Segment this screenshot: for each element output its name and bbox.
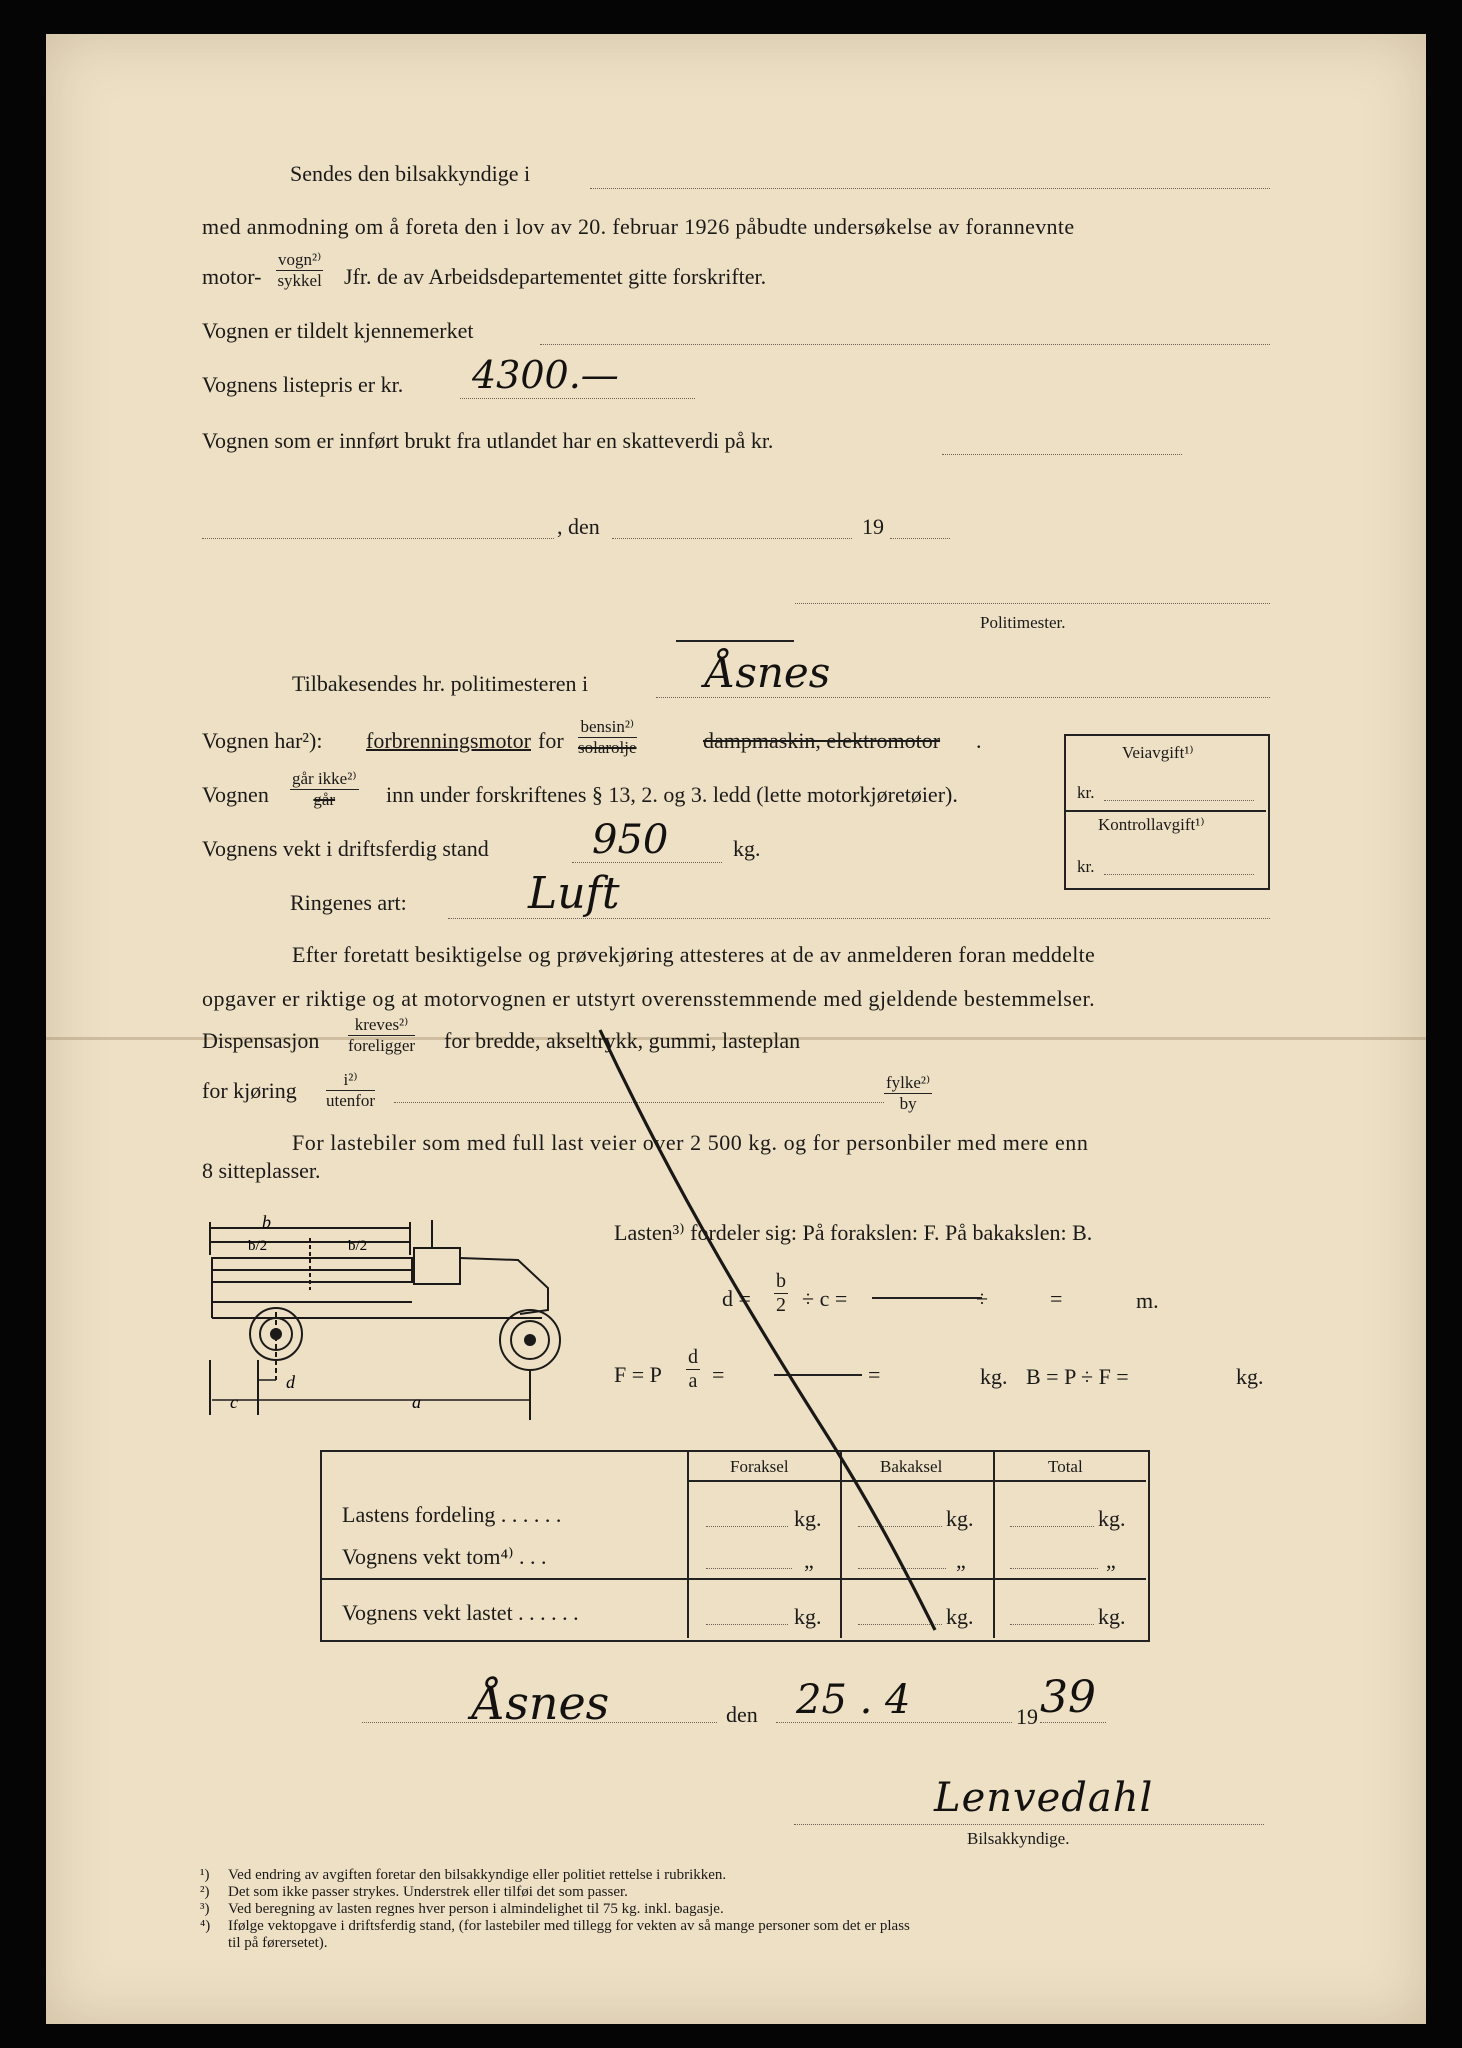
fylke-num: fylke²⁾ (886, 1073, 931, 1092)
table-cell: „ (956, 1548, 966, 1573)
har-label: Vognen har²): (202, 728, 323, 753)
attest-line2: opgaver er riktige og at motorvognen er utstyrt overensstemmende med gjeldende bestemmelser. (202, 986, 1096, 1011)
ringenes-label: Ringenes art: (290, 890, 407, 915)
gar-suffix: inn under forskriftenes § 13, 2. og 3. ledd (lette motorkjøretøier). (386, 782, 958, 807)
vekt-unit: kg. (733, 836, 761, 861)
table-cell: kg. (794, 1506, 822, 1531)
kjoring-num: i²⁾ (326, 1070, 375, 1091)
table-row-lastens-label: Lastens fordeling . . . . . . (342, 1502, 562, 1527)
table-col-total: Total (1048, 1457, 1083, 1476)
footnote-text: Ved endring av avgiften foretar den bilsakkyndige eller politiet rettelse i rubrikken. (228, 1867, 727, 1883)
diagram-label-b2a: b/2 (248, 1238, 268, 1254)
disp-num: kreves²⁾ (348, 1015, 415, 1036)
footnote-text: Ifølge vektopgave i driftsferdig stand, (for lastebiler med tillegg for vekten av så mange personer som det er plass (228, 1918, 910, 1934)
fylke-den: by (899, 1093, 917, 1113)
diagram-label-b2b: b/2 (348, 1238, 368, 1254)
d-minus: ÷ (976, 1286, 989, 1311)
attest-line1: Efter foretatt besiktigelse og prøvekjøring attesteres at de av anmelderen foran meddelte (292, 942, 1096, 967)
ringenes-value: Luft (528, 868, 620, 919)
tilbake-value: Åsnes (705, 648, 831, 697)
laste-line2: 8 sitteplasser. (202, 1158, 321, 1183)
bilsakkyndig-signature-field[interactable] (794, 1824, 1264, 1825)
b-eq: B = P ÷ F = (1026, 1364, 1129, 1389)
motor-prefix: motor- (202, 264, 262, 289)
sign-year-value: 39 (1040, 1672, 1096, 1723)
table-col-foraksel: Foraksel (730, 1457, 789, 1476)
footnote-mark: ²) (200, 1884, 210, 1900)
d-rest: ÷ c = (802, 1286, 848, 1311)
kjennemerke-label: Vognen er tildelt kjennemerket (202, 318, 474, 343)
veiavgift-label: Veiavgift¹⁾ (1122, 743, 1194, 762)
f-unit: kg. (980, 1364, 1008, 1389)
d-b-num: b (776, 1270, 786, 1292)
footnote-text: Det som ikke passer strykes. Understrek eller tilføi det som passer. (228, 1884, 628, 1900)
tilbake-label: Tilbakesendes hr. politimesteren i (292, 671, 589, 696)
table-row-tom-label: Vognens vekt tom⁴⁾ . . . (342, 1544, 547, 1569)
kjoring-den: utenfor (326, 1090, 376, 1110)
forbrenning-text: forbrenningsmotor (366, 728, 531, 753)
gar-prefix: Vognen (202, 782, 269, 807)
gar-text: går (313, 789, 336, 809)
table-cell: kg. (794, 1604, 822, 1629)
motor-frac-num: vogn²⁾ (278, 250, 322, 269)
d-b-den: 2 (776, 1294, 786, 1316)
skatteverdi-label: Vognen som er innført brukt fra utlandet har en skatteverdi på kr. (202, 428, 774, 453)
gar-ikke-text: går ikke²⁾ (292, 769, 357, 788)
footnote-text: Ved beregning av lasten regnes hver person i almindelighet til 75 kg. inkl. bagasje. (228, 1901, 724, 1917)
disp-suffix: for bredde, akseltrykk, gummi, lasteplan (444, 1028, 801, 1053)
f-a-den: a (688, 1370, 698, 1392)
diagram-label-b: b (262, 1212, 271, 1232)
table-cell: kg. (946, 1604, 974, 1629)
listepris-label: Vognens listepris er kr. (202, 372, 404, 397)
lasten-text: Lasten³⁾ fordeler sig: På forakslen: F. På bakakslen: B. (614, 1220, 1093, 1245)
sendes-label: Sendes den bilsakkyndige i (290, 161, 531, 186)
den-label: , den (557, 514, 600, 539)
footnote-mark: ³) (200, 1901, 210, 1917)
vekt-value: 950 (592, 817, 669, 863)
kontrollavgift-kr: kr. (1077, 857, 1095, 876)
f-rest: = (712, 1362, 725, 1387)
motor-frac-den: sykkel (277, 270, 322, 290)
for-word: for (538, 728, 564, 753)
table-cell: „ (1106, 1548, 1116, 1573)
veiavgift-kr: kr. (1077, 783, 1095, 802)
politimester-label: Politimester. (980, 613, 1066, 632)
table-cell: kg. (1098, 1506, 1126, 1531)
anmodning-text: med anmodning om å foreta den i lov av 20. februar 1926 påbudte undersøkelse av forannevnte (202, 214, 1075, 239)
disp-den: foreligger (348, 1035, 416, 1055)
sign-date-field[interactable] (776, 1722, 1012, 1723)
sign-place-value: Åsnes (472, 1676, 610, 1730)
listepris-value: 4300.— (472, 353, 619, 397)
sign-year-prefix: 19 (1016, 1704, 1038, 1729)
table-row-lastet-label: Vognens vekt lastet . . . . . . (342, 1600, 579, 1625)
footnote-mark: ⁴) (200, 1918, 211, 1934)
sign-date-value: 25 . 4 (796, 1677, 911, 1723)
bensin-text: bensin²⁾ (578, 717, 637, 738)
footnote-mark: ¹) (200, 1867, 210, 1883)
f-eq: F = P (614, 1362, 662, 1387)
diagram-label-c: c (230, 1392, 238, 1412)
b-unit: kg. (1236, 1364, 1264, 1389)
solarolje-text: solarolje (578, 737, 637, 757)
table-cell: „ (804, 1548, 814, 1573)
table-col-bakaksel: Bakaksel (880, 1457, 943, 1476)
damp-end: . (976, 728, 982, 753)
laste-line1: For lastebiler som med full last veier over 2 500 kg. og for personbiler med mere enn (292, 1130, 1089, 1155)
disp-label: Dispensasjon (202, 1028, 320, 1053)
damp-text: dampmaskin, elektromotor (703, 728, 941, 753)
bilsakkyndig-signature: Lenvedahl (934, 1775, 1154, 1821)
table-cell: kg. (1098, 1604, 1126, 1629)
bilsakkyndige-label: Bilsakkyndige. (967, 1829, 1070, 1848)
vekt-label: Vognens vekt i driftsferdig stand (202, 836, 489, 861)
table-cell: kg. (946, 1506, 974, 1531)
diagram-label-a: a (412, 1392, 421, 1412)
sign-year-field[interactable] (1040, 1722, 1106, 1723)
motor-suffix: Jfr. de av Arbeidsdepartementet gitte forskrifter. (344, 264, 767, 289)
d-unit: m. (1136, 1288, 1159, 1313)
diagram-label-d: d (286, 1372, 295, 1392)
f-d-num: d (688, 1346, 698, 1368)
f-eq2: = (868, 1362, 881, 1387)
d-eq2: = (1050, 1286, 1063, 1311)
kjoring-label: for kjøring (202, 1078, 297, 1103)
footnote-text: til på førersetet). (228, 1935, 328, 1951)
year-label: 19 (862, 514, 884, 539)
sign-den-label: den (726, 1702, 758, 1727)
d-eq: d = (722, 1286, 751, 1311)
kontrollavgift-label: Kontrollavgift¹⁾ (1098, 815, 1205, 834)
sign-place-field[interactable] (362, 1722, 717, 1723)
